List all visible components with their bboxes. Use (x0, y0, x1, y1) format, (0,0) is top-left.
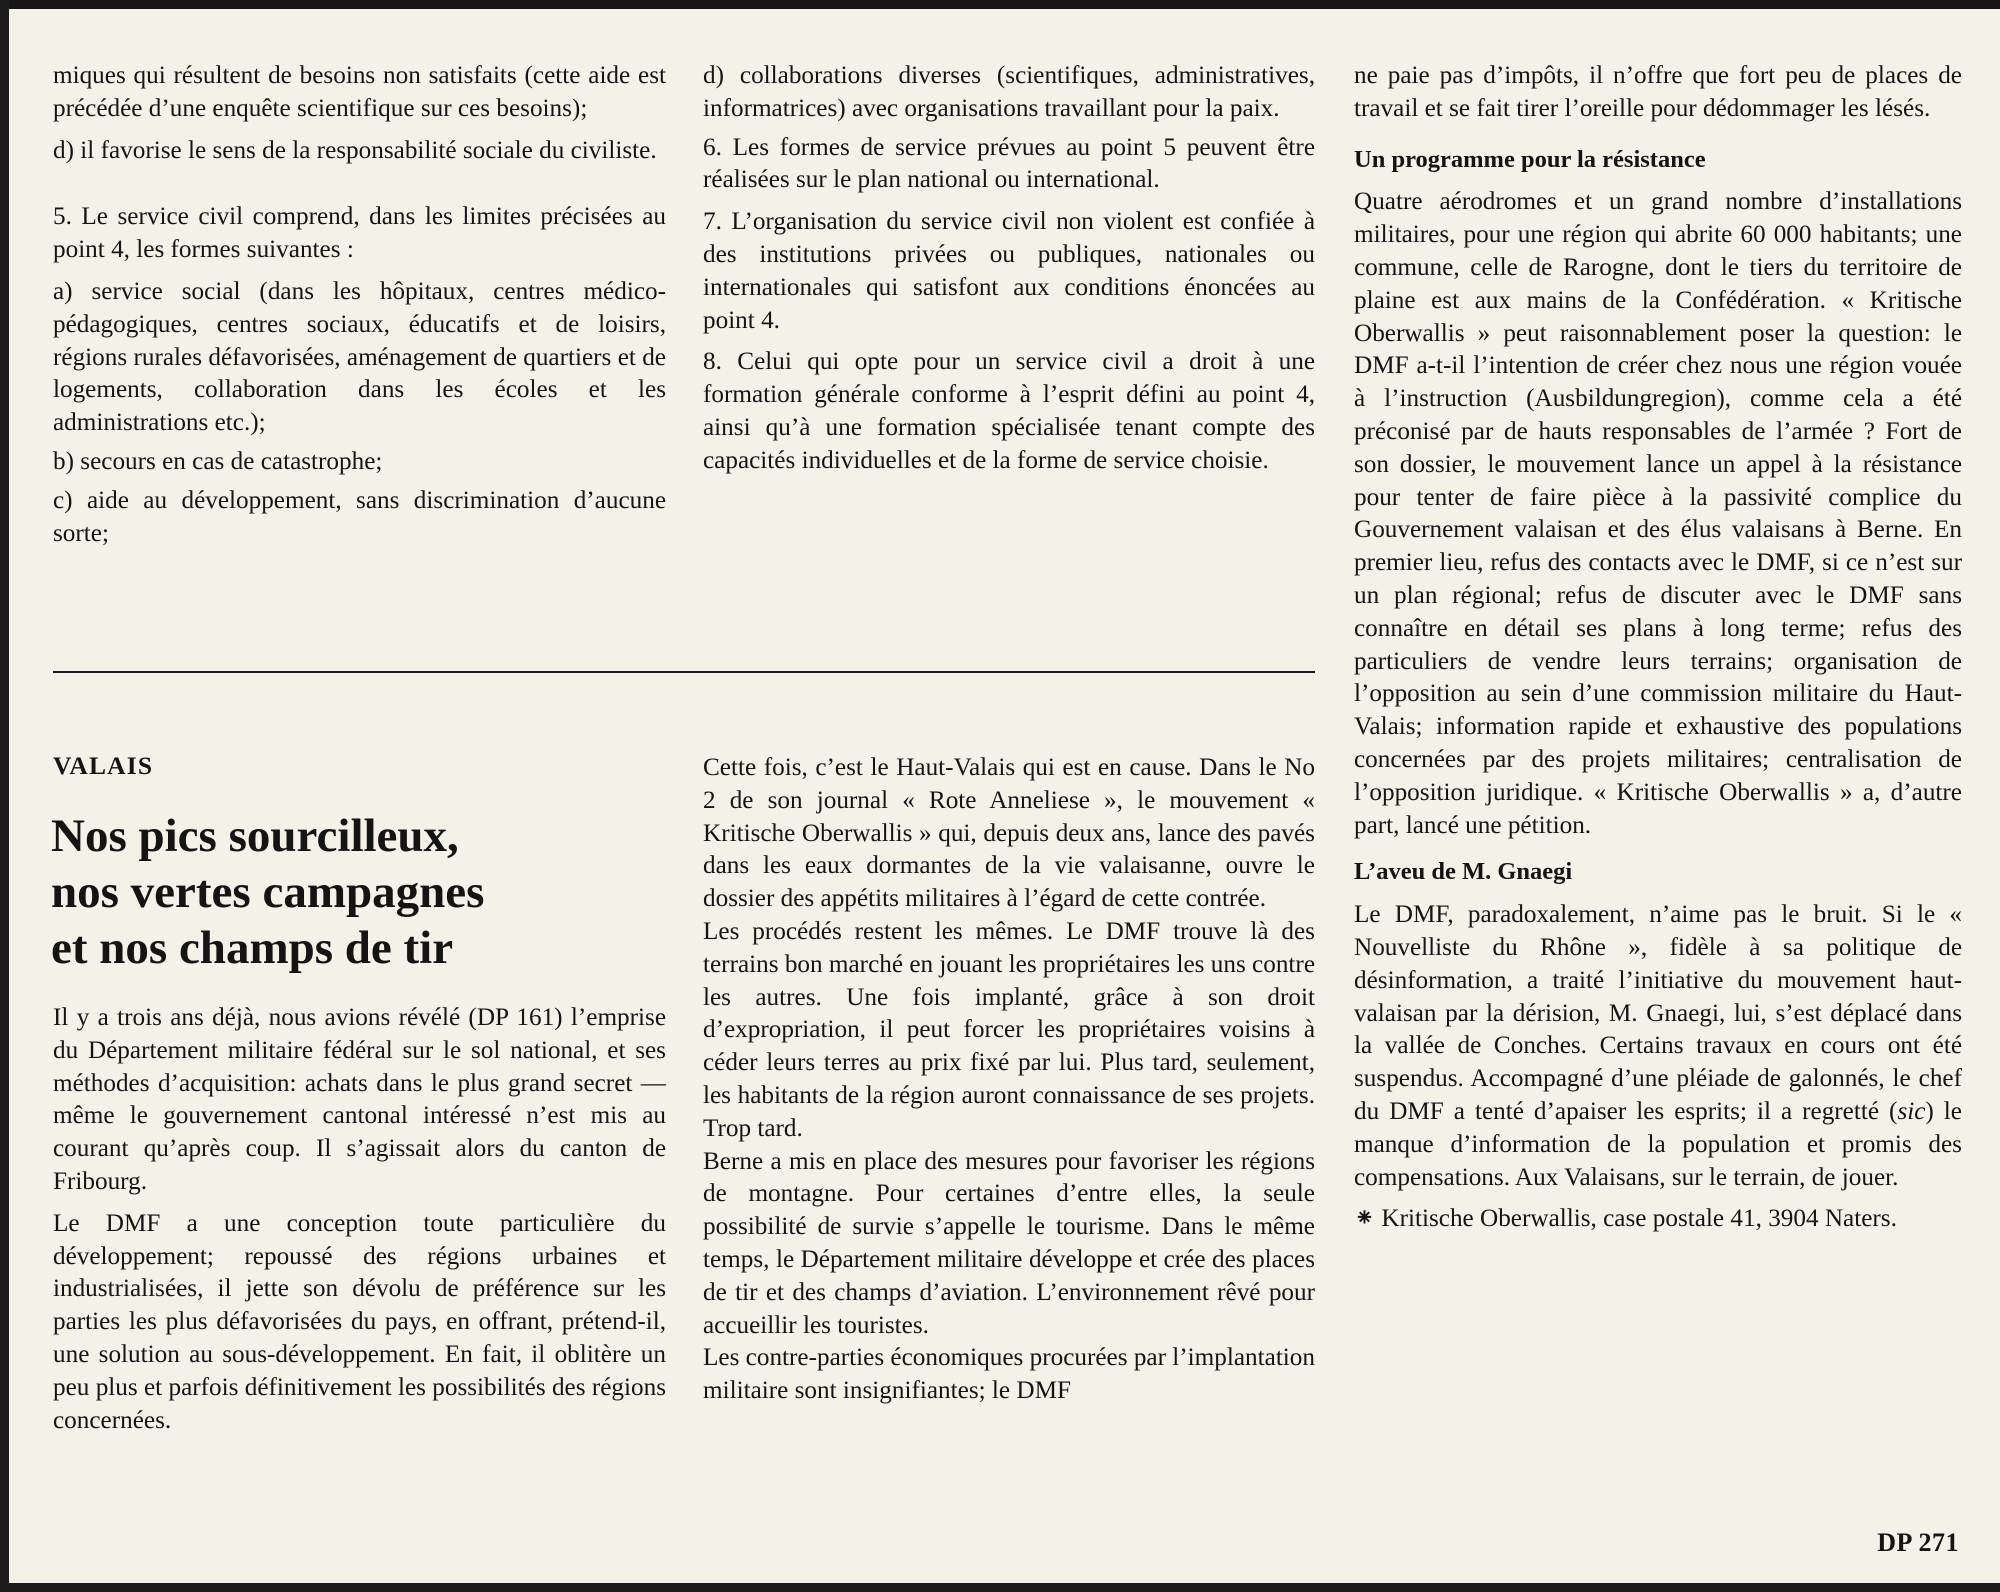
paragraph: d) il favorise le sens de la responsabilité sociale du civiliste. (53, 136, 657, 164)
headline-line: nos vertes campagnes (51, 866, 485, 918)
paragraph: ne paie pas d’impôts, il n’offre que fort peu de places de travail et se fait tirer l’oreille pour dédommager les lésés. (1354, 62, 1962, 122)
paragraph: 5. Le service civil comprend, dans les limites précisées au point 4, les formes suivantes : (53, 203, 666, 264)
scan-border-top (0, 0, 2000, 9)
list-item: a) service social (dans les hôpitaux, centres médico-pédagogiques, centres sociaux, éducatifs et de loisirs, régions rurales défavorisées, aménagement de quartiers et de logements, collaboration dans les écoles et les administrations etc.); (53, 277, 666, 437)
article-column-3 (1354, 60, 1962, 1245)
page-number: DP 271 (1877, 1528, 1959, 1557)
paragraph: Les procédés restent les mêmes. Le DMF trouve là des terrains bon marché en jouant les propriétaires les uns contre les autres. Une fois implanté, grâce à son droit d’expropriation, il peut forcer les propriétaires voisins à céder leurs terres au prix fixé par lui. Plus tard, seulement, les habitants de la région auront connaissance de ses projets. Trop tard. (703, 917, 1315, 1142)
paragraph: Les contre-parties économiques procurées par l’implantation militaire sont insignifiantes; le DMF (703, 1344, 1315, 1405)
section-kicker: VALAIS (53, 751, 154, 780)
article-column-2 (703, 752, 1315, 1408)
scan-border-left (0, 0, 9, 1592)
list-item: b) secours en cas de catastrophe; (53, 447, 383, 475)
paragraph: Cette fois, c’est le Haut-Valais qui est en cause. Dans le No 2 de son journal « Rote Anneliese », le mouvement « Kritische Oberwallis » qui, depuis deux ans, lance des pavés dans les eaux dormantes de la vie valaisanne, ouvre le dossier des appétits militaires à l’égard de cette contrée. (703, 754, 1315, 913)
top-column-2 (703, 60, 1315, 487)
footnote: ⁕ Kritische Oberwallis, case postale 41, 3904 Naters. (1354, 1205, 1897, 1233)
paragraph: miques qui résultent de besoins non satisfaits (cette aide est précédée d’une enquête scientifique sur ces besoins); (53, 62, 666, 122)
paragraph: 6. Les formes de service prévues au point 5 peuvent être réalisées sur le plan national ou international. (703, 133, 1315, 194)
text-run: Le DMF, paradoxalement, n’aime pas le bruit. Si le « Nouvelliste du Rhône », fidèle à sa politique de désinformation, a traité l’initiative du mouvement haut-valaisan par la dérision, M. Gnaegi, lui, s’est déplacé dans la vallée de Conches. Certains travaux en cours ont été suspendus. Accompagné d’une pléiade de galonnés, le chef du DMF a tenté d’apaiser les esprits; il a regretté ( (1354, 901, 1962, 1125)
headline-line: Nos pics sourcilleux, (51, 810, 459, 862)
paragraph: Il y a trois ans déjà, nous avions révélé (DP 161) l’emprise du Département militaire fédéral sur le sol national, et ses méthodes d’acquisition: achats dans le plus grand secret — même le gouvernement cantonal intéressé n’est mis au courant qu’après coup. Il s’agissait alors du canton de Fribourg. (53, 1004, 666, 1195)
subhead-resistance: Un programme pour la résistance (1354, 145, 1706, 173)
paragraph: Berne a mis en place des mesures pour favoriser les régions de montagne. Pour certaines d’entre elles, la seule possibilité de survie s’appelle le tourisme. Dans le même temps, le Département militaire développe et crée des places de tir et des champs d’aviation. L’environnement rêvé pour accueillir les touristes. (703, 1147, 1315, 1339)
headline-line: et nos champs de tir (51, 922, 454, 974)
paragraph: 8. Celui qui opte pour un service civil a droit à une formation générale conforme à l’esprit défini au point 4, ainsi qu’à une formation spécialisée tenant compte des capacités individuelles et de la forme de service choisie. (703, 348, 1315, 474)
scan-border-bottom (0, 1583, 2000, 1592)
list-item: c) aide au développement, sans discrimination d’aucune sorte; (53, 486, 666, 547)
paragraph: 7. L’organisation du service civil non violent est confiée à des institutions privées ou publiques, nationales ou internationales qui satisfont aux conditions énoncées au point 4. (703, 208, 1315, 334)
paragraph: Quatre aérodromes et un grand nombre d’installations militaires, pour une région qui abrite 60 000 habitants; une commune, celle de Rarogne, dont le tiers du territoire de plaine est aux mains de la Confédération. « Kritische Oberwallis » peut raisonnablement poser la question: le DMF a-t-il l’intention de créer chez nous une région vouée à l’instruction (Ausbildungregion), comme cela a été préconisé par de hauts responsables de l’armée ? Fort de son dossier, le mouvement lance un appel à la résistance pour tenter de faire pièce à la passivité complice du Gouvernement valaisan et des élus valaisans à Berne. En premier lieu, refus des contacts avec le DMF, si ce n’est sur un plan régional; refus de discuter avec le DMF sans connaître en détail ses plans à long terme; refus des particuliers de vendre leurs terrains; organisation de l’opposition au sein d’une commission militaire du Haut-Valais; information rapide et exhaustive des populations concernées par des projets militaires; centralisation de l’opposition juridique. « Kritische Oberwallis » a, d’autre part, lancé une pétition. (1354, 188, 1962, 839)
paragraph: Le DMF a une conception toute particulière du développement; repoussé des régions urbaines et industrialisées, il jette son dévolu de préférence sur les parties les plus défavorisées du pays, en offrant, prétend-il, une solution au sous-développement. En fait, il oblitère un peu plus et parfois définitivement les possibilités des régions concernées. (53, 1209, 666, 1434)
top-column-1 (53, 60, 666, 556)
list-item: d) collaborations diverses (scientifiques, administratives, informatrices) avec organisations travaillant pour la paix. (703, 62, 1315, 122)
text-run: ) le manque d’information de la population et promis des compensations. Aux Valaisans, sur le terrain, de jouer. (1354, 1097, 1962, 1191)
article-headline (51, 808, 691, 976)
section-divider (53, 671, 1315, 673)
subhead-gnaegi: L’aveu de M. Gnaegi (1354, 858, 1573, 886)
article-column-1 (53, 1002, 666, 1446)
paragraph (1354, 899, 1962, 1194)
sic-emphasis: sic (1897, 1097, 1926, 1125)
